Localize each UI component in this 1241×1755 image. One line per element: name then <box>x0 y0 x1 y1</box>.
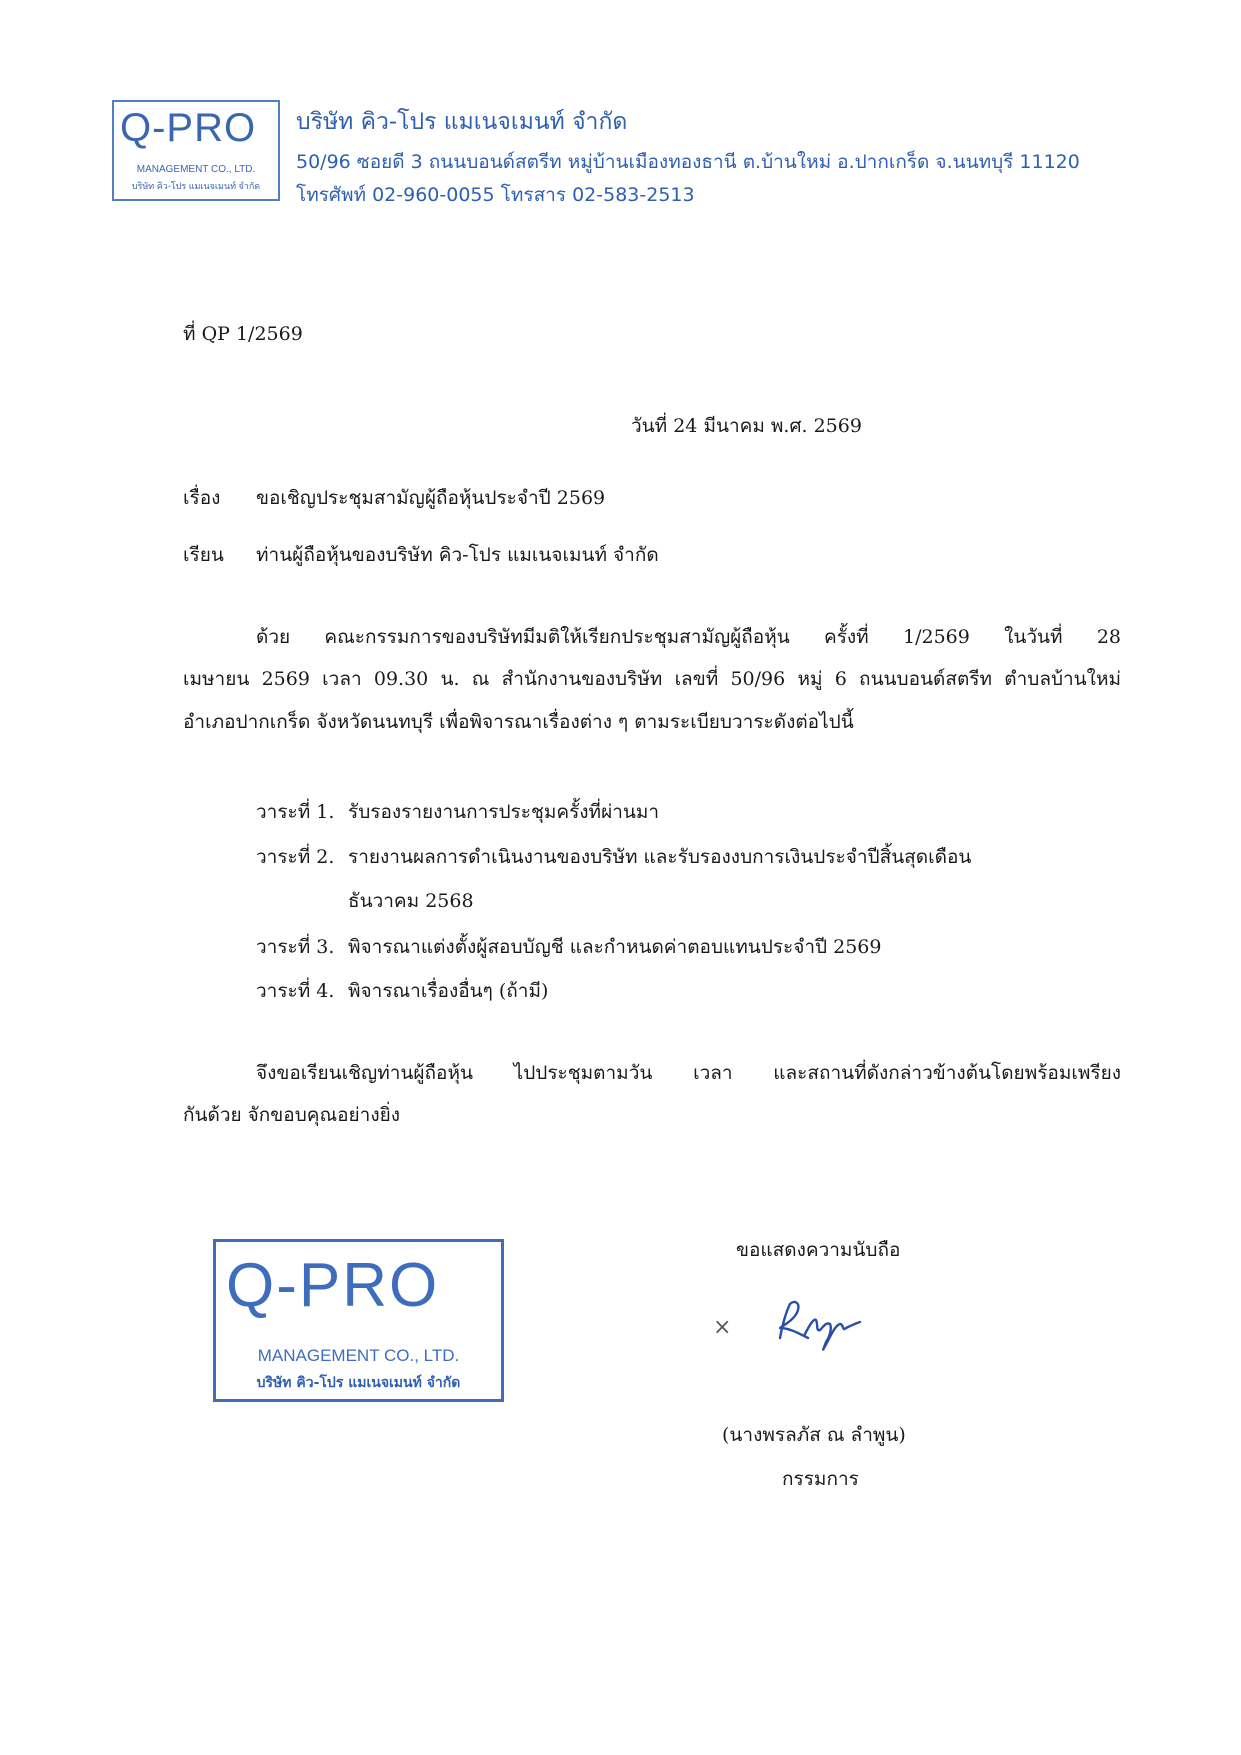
closing-line-1: จึงขอเรียนเชิญท่านผู้ถือหุ้น ไปประชุมตามวัน เวลา และสถานที่ดังกล่าวข้างต้นโดยพร้อมเพรียง <box>256 1062 1121 1084</box>
stamp-sub-en: MANAGEMENT CO., LTD. <box>257 1346 460 1365</box>
agenda-text-4: พิจารณาเรื่องอื่นๆ (ถ้ามี) <box>348 980 549 1002</box>
stamp-sub-th: บริษัท คิว-โปร แมเนจเมนท์ จำกัด <box>256 1375 461 1391</box>
subject-text: ขอเชิญประชุมสามัญผู้ถือหุ้นประจำปี 2569 <box>256 487 606 509</box>
agenda-text-1: รับรองรายงานการประชุมครั้งที่ผ่านมา <box>348 801 660 823</box>
logo-wordmark: Q-PRO <box>120 106 257 150</box>
agenda-text-3: พิจารณาแต่งตั้งผู้สอบบัญชี และกำหนดค่าตอบแทนประจำปี 2569 <box>348 936 882 958</box>
company-name: บริษัท คิว-โปร แมเนจเมนท์ จำกัด <box>296 109 628 135</box>
regards: ขอแสดงความนับถือ <box>736 1239 901 1261</box>
agenda-label-4: วาระที่ 4. <box>256 980 335 1002</box>
to-text: ท่านผู้ถือหุ้นของบริษัท คิว-โปร แมเนจเมนท์ จำกัด <box>256 544 659 566</box>
agenda-text-2: รายงานผลการดำเนินงานของบริษัท และรับรองงบการเงินประจำปีสิ้นสุดเดือน <box>348 846 972 868</box>
signature-mark: × <box>713 1315 732 1340</box>
to-label: เรียน <box>183 544 224 566</box>
intro-line-2: เมษายน 2569 เวลา 09.30 น. ณ สำนักงานของบริษัท เลขที่ 50/96 หมู่ 6 ถนนบอนด์สตรีท ตำบลบ้านใหม่ <box>183 668 1121 690</box>
company-address: 50/96 ซอยดี 3 ถนนบอนด์สตรีท หมู่บ้านเมืองทองธานี ต.บ้านใหม่ อ.ปากเกร็ด จ.นนทบุรี 11120 <box>296 151 1080 173</box>
letter-ref: ที่ QP 1/2569 <box>183 323 303 345</box>
agenda-label-3: วาระที่ 3. <box>256 936 335 958</box>
intro-line-1: ด้วย คณะกรรมการของบริษัทมีมติให้เรียกประชุมสามัญผู้ถือหุ้น ครั้งที่ 1/2569 ในวันที่ 28 <box>256 626 1121 648</box>
stamp-wordmark: Q-PRO <box>226 1251 440 1320</box>
subject-label: เรื่อง <box>183 487 221 509</box>
company-stamp <box>213 1239 504 1402</box>
signer-title: กรรมการ <box>782 1468 859 1490</box>
signer-name: (นางพรลภัส ณ ลำพูน) <box>722 1424 906 1446</box>
company-logo <box>112 100 280 201</box>
logo-sub-en: MANAGEMENT CO., LTD. <box>136 164 256 175</box>
closing-line-2: กันด้วย จักขอบคุณอย่างยิ่ง <box>183 1104 401 1126</box>
logo-sub-th: บริษัท คิว-โปร แมเนจเมนท์ จำกัด <box>131 181 261 191</box>
agenda-label-2: วาระที่ 2. <box>256 846 335 868</box>
signature-scribble-icon <box>760 1298 880 1358</box>
agenda-text-2-cont: ธันวาคม 2568 <box>348 890 474 912</box>
agenda-label-1: วาระที่ 1. <box>256 801 335 823</box>
letter-date: วันที่ 24 มีนาคม พ.ศ. 2569 <box>631 415 862 437</box>
company-phone-fax: โทรศัพท์ 02-960-0055 โทรสาร 02-583-2513 <box>296 184 695 206</box>
intro-line-3: อำเภอปากเกร็ด จังหวัดนนทบุรี เพื่อพิจารณาเรื่องต่าง ๆ ตามระเบียบวาระดังต่อไปนี้ <box>183 711 854 733</box>
